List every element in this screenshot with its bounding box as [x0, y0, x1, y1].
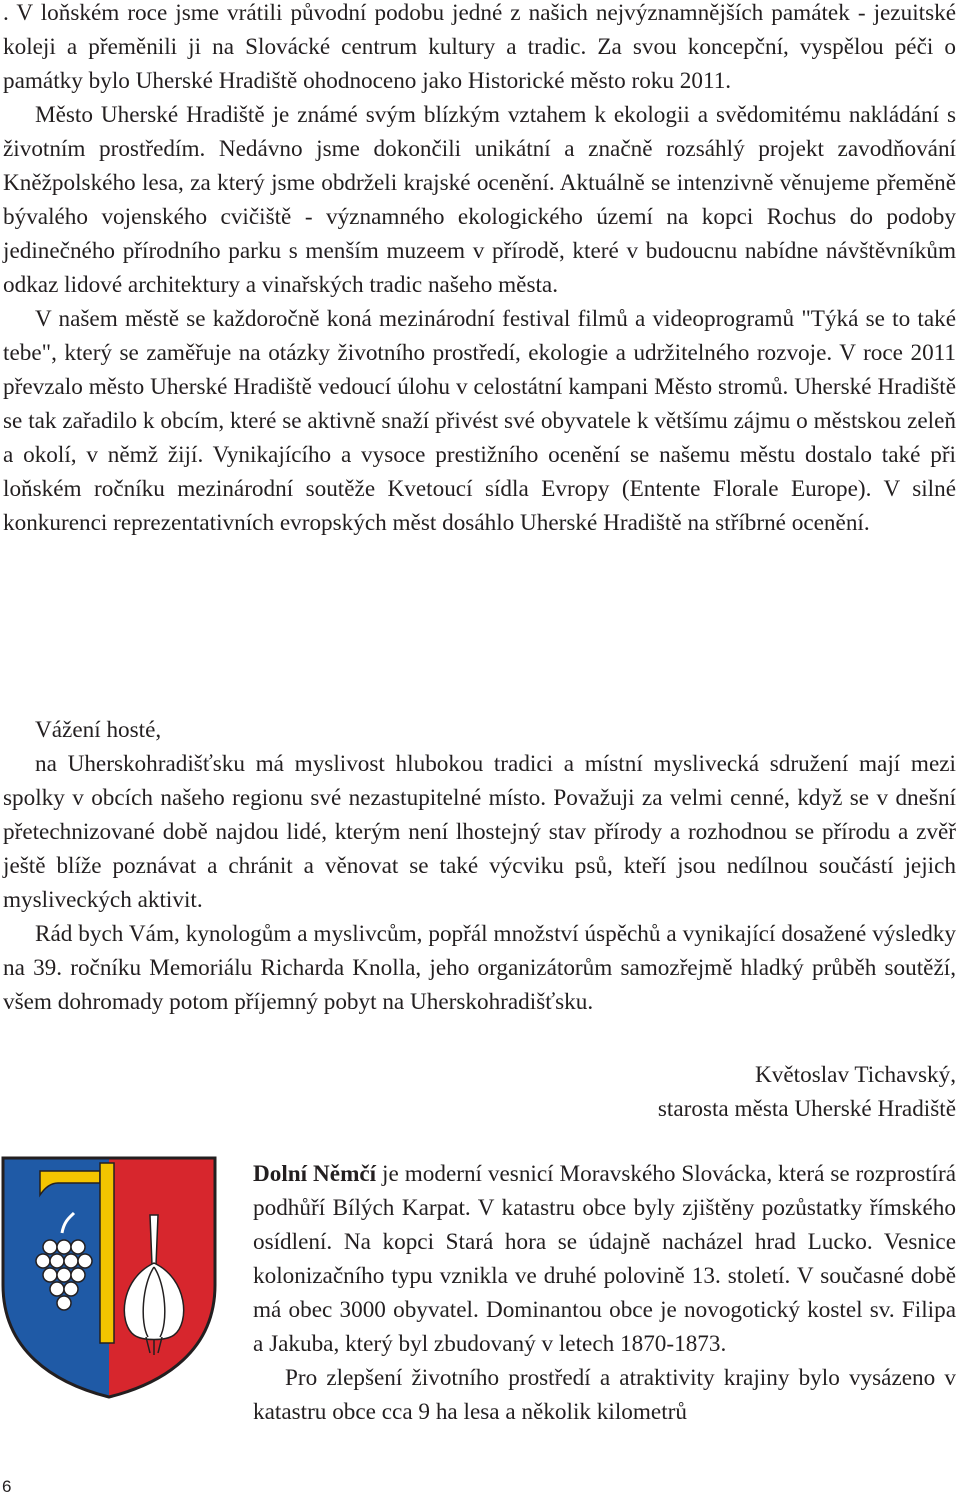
signature-block [356, 1058, 956, 1126]
paragraph-wishes: Rád bych Vám, kynologům a myslivcům, popřál množství úspěchů a vynikající dosažené výsledky na 39. ročníku Memoriálu Richarda Knolla, jeho organizátorům samozřejmě hladký průběh soutěží, všem dohromady potom příjemný pobyt na Uherskohradišťsku. [3, 921, 956, 1015]
greeting-section [3, 713, 956, 1019]
paragraph-village-environment: Pro zlepšení životního prostředí a atraktivity krajiny bylo vysázeno v katastru obce cca 9 ha lesa a několik kilometrů [253, 1365, 956, 1425]
signature-title: starosta města Uherské Hradiště [657, 1096, 956, 1122]
intro-section [3, 0, 956, 540]
village-section [253, 1157, 956, 1429]
village-name: Dolní Němčí [253, 1161, 377, 1187]
salutation: Vážení hosté, [35, 717, 162, 743]
page-number: 6 [2, 1477, 12, 1496]
signature-name: Květoslav Tichavský, [755, 1062, 956, 1088]
paragraph-monuments: . V loňském roce jsme vrátili původní podobu jedné z našich nejvýznamnějších památek - jezuitské koleji a přeměnili ji na Slovácké centrum kultury a tradic. Za svou koncepční, vyspělou péči o památky bylo Uherské Hradiště ohodnoceno jako Historické město roku 2011. [3, 0, 956, 94]
village-intro-text: je moderní vesnicí Moravského Slovácka, která se rozprostírá podhůří Bílých Karpat. V katastru obce byly zjištěny pozůstatky římského osídlení. Na kopci Stará hora se údajně nacházel hrad Lucko. Vesnice kolonizačního typu vznikla ve druhé polovině 13. století. V současné době má obec 3000 obyvatel. Dominantou obce je novogotický kostel sv. Filipa a Jakuba, který byl zbudovaný v letech 1870-1873. [253, 1161, 956, 1357]
paragraph-festival: V našem městě se každoročně koná mezinárodní festival filmů a videoprogramů "Týká se to také tebe", který se zaměřuje na otázky životního prostředí, ekologie a udržitelného rozvoje. V roce 2011 převzalo město Uherské Hradiště vedoucí úlohu v celostátní kampani Město stromů. Uherské Hradiště se tak zařadilo k obcím, které se aktivně snaží přivést své obyvatele k většímu zájmu o městskou zeleň a okolí, v němž žijí. Vynikajícího a vysoce prestižního ocenění se našemu městu dostalo také při loňském ročníku mezinárodní soutěže Kvetoucí sídla Evropy (Entente Florale Europe). V silné konkurenci reprezentativních evropských měst dosáhlo Uherské Hradiště na stříbrné ocenění. [3, 306, 956, 536]
coat-of-arms-image [0, 1155, 218, 1400]
paragraph-hunting: na Uherskohradišťsku má myslivost hlubokou tradici a místní myslivecká sdružení mají mezi spolky v obcích našeho regionu své nezastupitelné místo. Považuji za velmi cenné, když se v dnešní přetechnizované době najdou lidé, kterým není lhostejný stav přírody a rozhodnou se přírodu a zvěř ještě blíže poznávat a chránit a věnovat se také výcviku psů, kteří jsou nedílnou součástí jejich mysliveckých aktivit. [3, 751, 956, 913]
paragraph-village-intro [253, 1157, 956, 1361]
paragraph-ecology: Město Uherské Hradiště je známé svým blízkým vztahem k ekologii a svědomitému nakládání s životním prostředím. Nedávno jsme dokončili unikátní a značně rozsáhlý projekt zavodňování Kněžpolského lesa, za který jsme obdrželi krajské ocenění. Aktuálně se intenzivně věnujeme přeměně bývalého vojenského cvičiště - významného ekologického území na kopci Rochus do podoby jedinečného přírodního parku s menším muzeem v přírodě, které v budoucnu nabídne návštěvníkům odkaz lidové architektury a vinařských tradic našeho města. [3, 102, 956, 298]
